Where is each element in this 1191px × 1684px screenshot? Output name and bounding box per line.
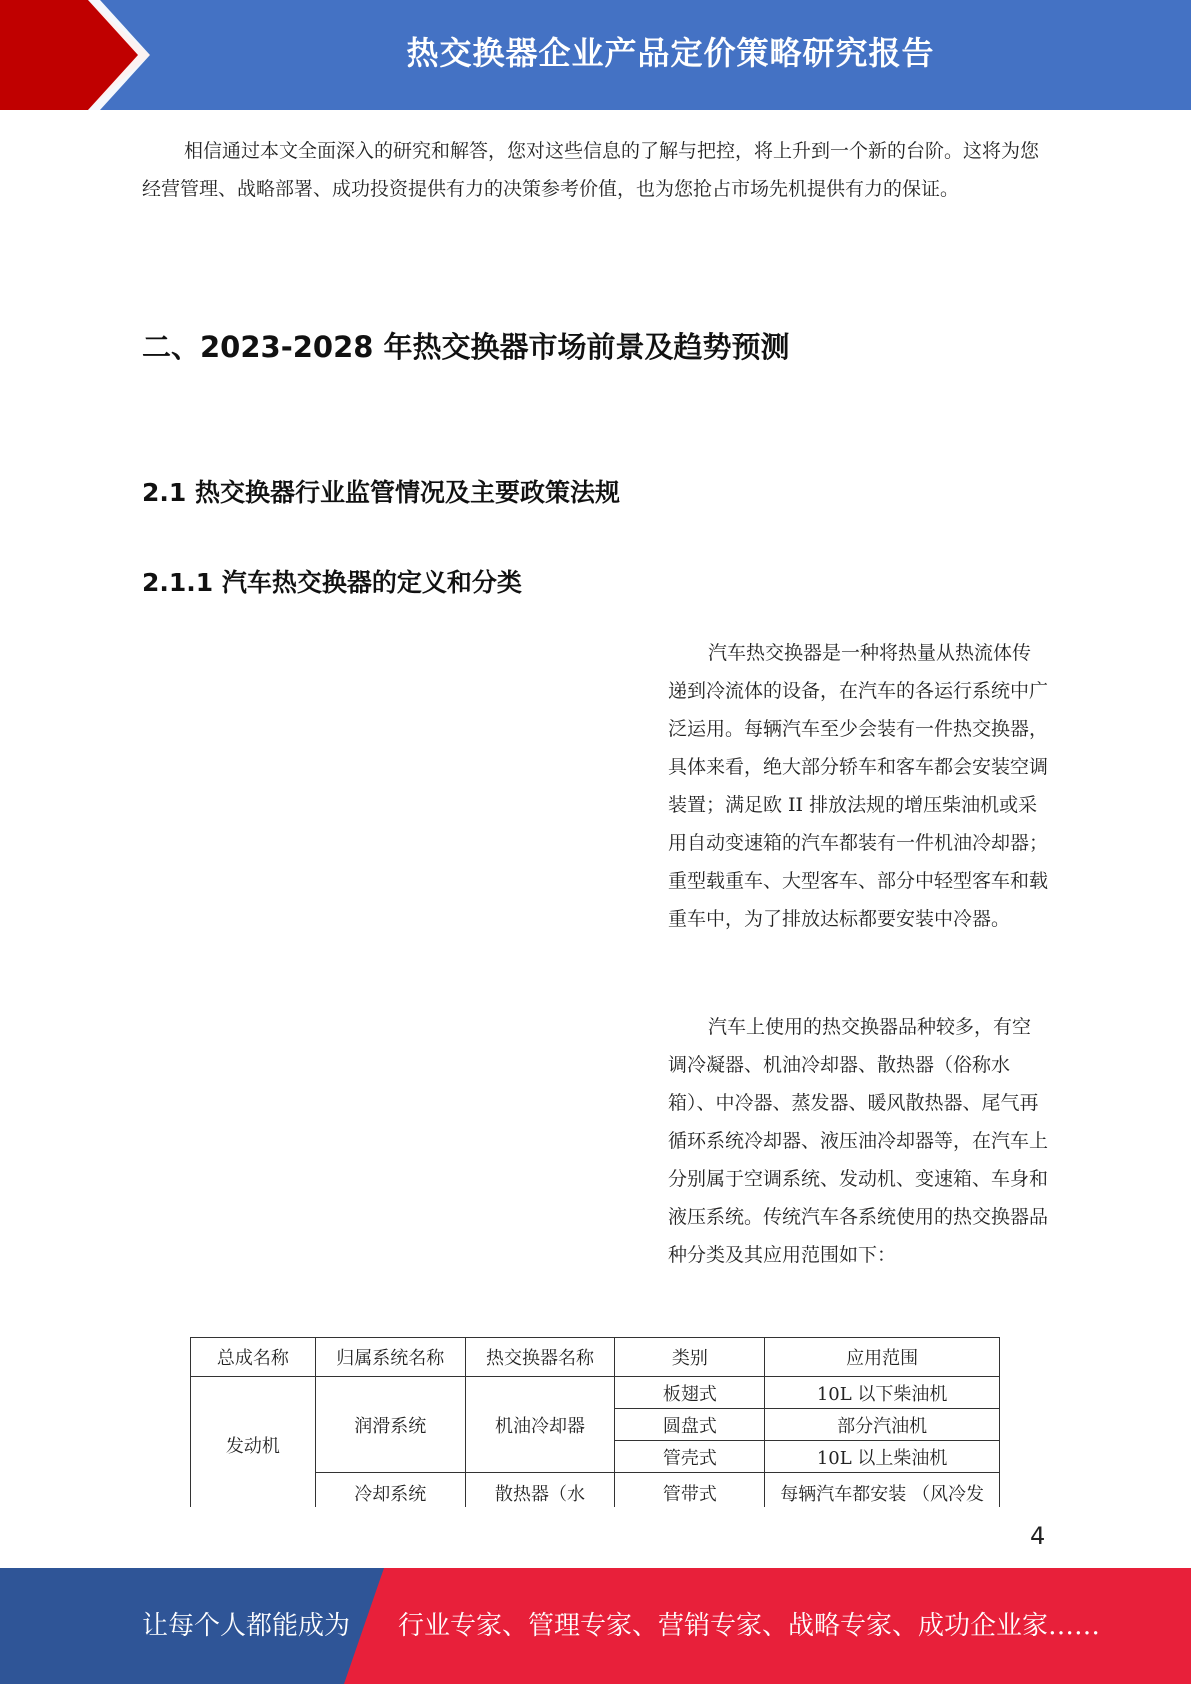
page-number: 4 <box>1030 1522 1046 1550</box>
table-cell-range: 部分汽油机 <box>765 1409 1000 1441</box>
page-footer <box>0 1568 1191 1684</box>
table-cell-system: 润滑系统 <box>315 1377 465 1473</box>
table-header-cell: 类别 <box>615 1338 765 1377</box>
table-cell-type: 圆盘式 <box>615 1409 765 1441</box>
table-cell-exchanger: 散热器（水 <box>465 1473 615 1508</box>
table-cell-type: 管带式 <box>615 1473 765 1508</box>
table-cell-exchanger: 机油冷却器 <box>465 1377 615 1473</box>
footer-slogan-right: 行业专家、管理专家、营销专家、战略专家、成功企业家…… <box>398 1611 1101 1641</box>
classification-paragraph: 汽车上使用的热交换器品种较多，有空调冷凝器、机油冷却器、散热器（俗称水箱）、中冷器、蒸发器、暖风散热器、尾气再循环系统冷却器、液压油冷却器等，在汽车上分别属于空调系统、发动机、变速箱、车身和液压系统。传统汽车各系统使用的热交换器品种分类及其应用范围如下： <box>668 1016 1049 1266</box>
heat-exchanger-table <box>190 1337 1000 1507</box>
table-cell-range: 10L 以下柴油机 <box>765 1377 1000 1409</box>
table-cell-system: 冷却系统 <box>315 1473 465 1508</box>
table-header-cell: 应用范围 <box>765 1338 1000 1377</box>
table-header-cell: 归属系统名称 <box>315 1338 465 1377</box>
intro-paragraph: 相信通过本文全面深入的研究和解答，您对这些信息的了解与把控，将上升到一个新的台阶。这将为您经营管理、战略部署、成功投资提供有力的决策参考价值，也为您抢占市场先机提供有力的保证。 <box>142 140 1040 200</box>
section-heading: 二、2023-2028 年热交换器市场前景及趋势预测 <box>142 330 790 364</box>
definition-paragraph: 汽车热交换器是一种将热量从热流体传递到冷流体的设备，在汽车的各运行系统中广泛运用。每辆汽车至少会装有一件热交换器，具体来看，绝大部分轿车和客车都会安装空调装置；满足欧 II 排放法规的增压柴油机或采用自动变速箱的汽车都装有一件机油冷却器；重型载重车、大型客车、部分中轻型客车和载重车中，为了排放达标都要安装中冷器。 <box>668 642 1049 930</box>
page-header <box>0 0 1191 110</box>
table-header-cell: 总成名称 <box>191 1338 316 1377</box>
report-title: 热交换器企业产品定价策略研究报告 <box>406 34 935 72</box>
table-cell-range: 每辆汽车都安装 （风冷发 <box>765 1473 1000 1508</box>
table-cell-range: 10L 以上柴油机 <box>765 1441 1000 1473</box>
heat-exchanger-table-wrapper <box>190 1337 1000 1507</box>
table-header-cell: 热交换器名称 <box>465 1338 615 1377</box>
sub-subsection-heading: 2.1.1 汽车热交换器的定义和分类 <box>142 568 522 597</box>
table-cell-type: 管壳式 <box>615 1441 765 1473</box>
footer-slogan-left: 让每个人都能成为 <box>142 1611 351 1641</box>
subsection-heading: 2.1 热交换器行业监管情况及主要政策法规 <box>142 478 620 507</box>
red-arrow-shape <box>0 0 150 110</box>
table-cell-type: 板翅式 <box>615 1377 765 1409</box>
table-cell-assembly: 发动机 <box>191 1377 316 1508</box>
table-header-row <box>191 1338 1000 1377</box>
table-row <box>191 1377 1000 1409</box>
